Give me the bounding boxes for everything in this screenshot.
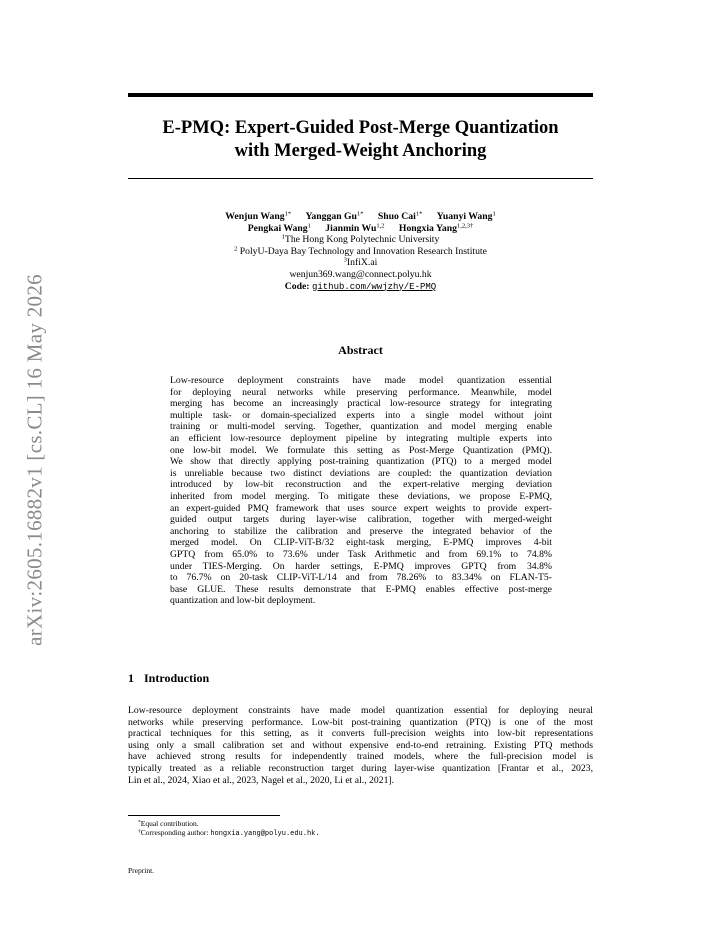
preprint-label: Preprint. — [128, 866, 155, 875]
abstract-line: an efficient low-resource deployment pipeline by integrating multiple experts into — [170, 432, 552, 444]
abstract-line: Low-resource deployment constraints have made model quantization essential — [170, 375, 552, 386]
title-rule-top — [128, 93, 593, 97]
abstract-line: multiple task- or domain-specialized experts into a single model without joint — [170, 409, 552, 421]
affiliation-2: $^2$ PolyU-Daya Bay Technology and Innovation Research Institute — [234, 245, 487, 257]
intro-line: using only a small calibration set and without expensive end-to-end retraining. Existing PTQ methods — [128, 739, 593, 751]
title-line-1: E-PMQ: Expert-Guided Post-Merge Quantization — [162, 118, 559, 138]
intro-line: Low-resource deployment constraints have made model quantization essential for deploying neural — [128, 705, 593, 716]
author-1: Wenjun Wang$^{1*}$ — [225, 210, 292, 222]
abstract-line: is unreliable because two distinct deviations are coupled: the quantization deviation — [170, 467, 552, 479]
author-email[interactable]: wenjun369.wang@connect.polyu.hk — [289, 268, 432, 280]
abstract-line: training or multi-model serving. Together, quantization and model merging enable — [170, 421, 552, 433]
abstract-line: an expert-guided PMQ framework that uses source expert weights to provide expert- — [170, 502, 552, 514]
code-line — [128, 281, 593, 294]
abstract-line: anchoring to stabilize the calibration and preserve the integrated behavior of the — [170, 525, 552, 537]
abstract-line: GPTQ from 65.0% to 73.6% under Task Arithmetic and from 69.1% to 74.8% — [170, 548, 552, 560]
abstract-line: quantization and low-bit deployment. — [170, 595, 316, 607]
section-heading-introduction — [128, 671, 209, 686]
paper-title — [128, 117, 593, 163]
author-line-2 — [128, 223, 593, 235]
author-block — [128, 211, 593, 293]
intro-line: Lin et al., 2024, Xiao et al., 2023, Nagel et al., 2020, Li et al., 2021]. — [128, 774, 395, 786]
abstract-line: base GLUE. These results demonstrate that E-PMQ enables effective post-merge — [170, 583, 552, 595]
author-2: Yanggan $Gu^{1*}$ — [305, 210, 364, 222]
title-line-2: with Merged-Weight Anchoring — [234, 141, 487, 161]
abstract-line: merged model. On CLIP-ViT-B/32 eight-task merging, E-PMQ improves 4-bit — [170, 537, 552, 549]
title-rule-bottom — [128, 178, 593, 179]
abstract-line: for deploying neural networks while preserving performance. Meanwhile, model — [170, 386, 552, 398]
intro-line: typically treated as a reliable reconstruction target during layer-wise quantization [Frantar et al., 2023, — [128, 762, 593, 774]
author-5: Pengkai Wang$^1$ — [247, 222, 311, 234]
author-6: Jianmin Wu$^{1,2}$ — [325, 222, 385, 234]
footnotes — [138, 819, 320, 839]
author-line-1 — [128, 211, 593, 223]
abstract-line: guided output targets during layer-wise calibration, together with merged-weight — [170, 514, 552, 526]
abstract-line: We show that directly applying post-training quantization (PTQ) to a merged model — [170, 456, 552, 468]
section-title: Introduction — [144, 671, 210, 685]
abstract-heading: Abstract — [338, 343, 383, 357]
footnote-rule — [128, 815, 280, 816]
footnote-equal-contribution: *Equal contribution. — [138, 819, 199, 828]
intro-line: have achieved strong results for independently trained models, where the full-precision model is — [128, 751, 593, 763]
author-4: Yuanyi Wang$^1$ — [436, 210, 496, 222]
arxiv-identifier: arXiv:2605.16882v1 [cs.CL] 16 May 2026 — [22, 274, 47, 646]
arxiv-side-stamp — [18, 245, 52, 675]
abstract-body — [170, 375, 552, 607]
intro-line: networks while preserving performance. Low-bit post-training quantization (PTQ) is one of the most — [128, 716, 593, 728]
code-link[interactable]: github.com/wwjzhy/E-PMQ — [311, 281, 437, 292]
affiliation-3: $^3$InfiX.ai — [343, 256, 378, 269]
corresponding-email[interactable]: hongxia.yang@polyu.edu.hk. — [210, 830, 320, 838]
section-number: 1 — [128, 671, 134, 685]
code-label: Code: — [284, 280, 310, 292]
author-3: Shuo Cai$^{1*}$ — [377, 210, 423, 222]
author-7: Hongxia Yang$^{1,2,3\dagger}$ — [398, 222, 474, 234]
abstract-line: under TIES-Merging. On harder settings, E-PMQ improves GPTQ from 34.8% — [170, 560, 552, 572]
abstract-line: to 76.7% on 20-task CLIP-ViT-L/14 and from 78.26% to 83.34% on FLAN-T5- — [170, 572, 552, 584]
intro-line: practical techniques for this setting, as it converts full-precision weights into low-bit representations — [128, 728, 593, 740]
introduction-body — [128, 705, 593, 786]
affiliation-1: $^1$The Hong Kong Polytechnic University — [281, 233, 440, 246]
abstract-line: inherited from model merging. To mitigate these deviations, we propose E-PMQ, — [170, 490, 552, 502]
abstract-line: introduced by low-bit reconstruction and the expert-relative merging deviation — [170, 479, 552, 491]
footnote-corresponding-author: †Corresponding author: hongxia.yang@polyu.edu.hk. — [138, 828, 320, 838]
abstract-line: one low-bit model. We formulate this setting as Post-Merge Quantization (PMQ). — [170, 444, 552, 456]
abstract-line: merging has become an increasingly practical low-resource strategy for integrating — [170, 398, 552, 410]
